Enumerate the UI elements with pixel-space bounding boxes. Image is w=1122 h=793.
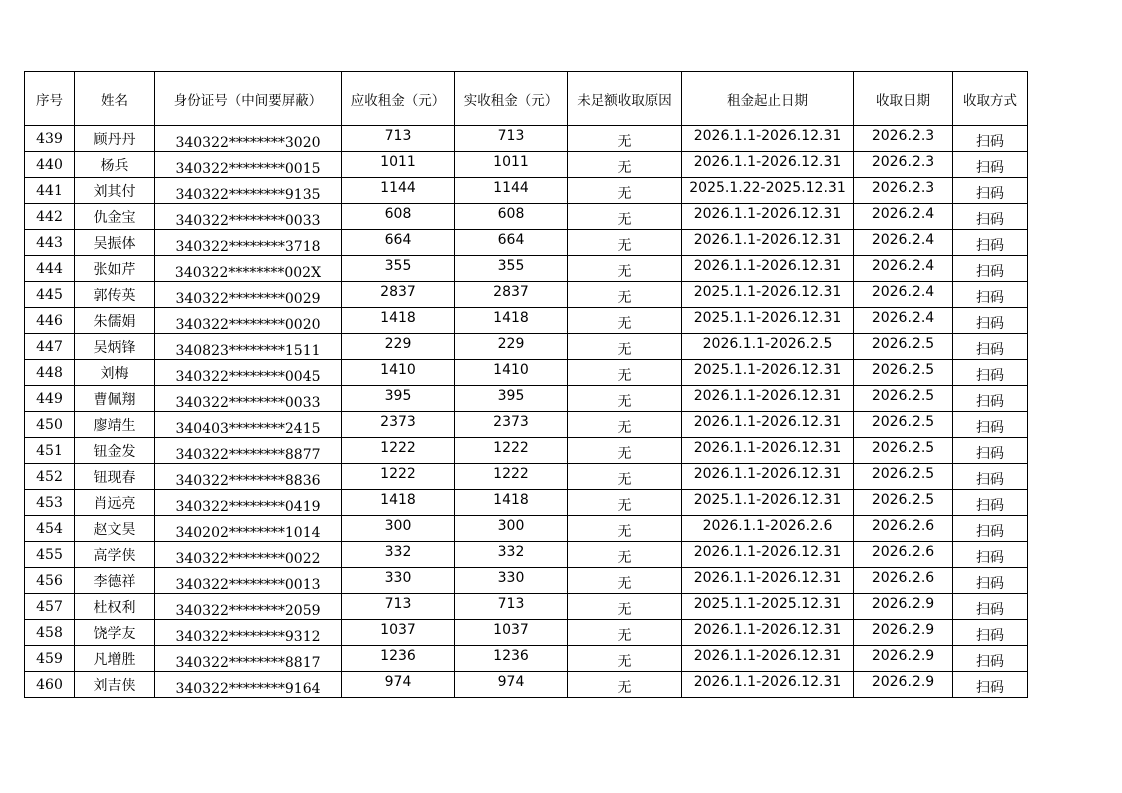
cell-id-number: 340322********002X: [155, 256, 342, 282]
cell-rent-due: 300: [342, 516, 455, 542]
cell-shortfall-reason: 无: [568, 516, 682, 542]
table-row: [25, 178, 1028, 204]
cell-rent-paid: 608: [455, 204, 568, 230]
cell-index: 451: [25, 438, 75, 464]
cell-rent-due: 330: [342, 568, 455, 594]
cell-rent-due: 229: [342, 334, 455, 360]
cell-rent-paid: 713: [455, 594, 568, 620]
header-rent-due: 应收租金（元）: [342, 72, 455, 126]
cell-rent-paid: 1037: [455, 620, 568, 646]
cell-collection-date: 2026.2.3: [854, 178, 953, 204]
cell-rent-paid: 229: [455, 334, 568, 360]
cell-rent-due: 608: [342, 204, 455, 230]
cell-id-number: 340823********1511: [155, 334, 342, 360]
cell-index: 445: [25, 282, 75, 308]
cell-id-number: 340322********0033: [155, 204, 342, 230]
cell-index: 441: [25, 178, 75, 204]
cell-collection-date: 2026.2.5: [854, 386, 953, 412]
cell-name: 杜权利: [75, 594, 155, 620]
cell-rent-period: 2026.1.1-2026.12.31: [682, 152, 854, 178]
cell-collection-date: 2026.2.3: [854, 152, 953, 178]
table-row: [25, 334, 1028, 360]
cell-shortfall-reason: 无: [568, 438, 682, 464]
cell-index: 459: [25, 646, 75, 672]
cell-rent-paid: 1222: [455, 438, 568, 464]
header-collection-date: 收取日期: [854, 72, 953, 126]
table-row: [25, 646, 1028, 672]
cell-index: 460: [25, 672, 75, 698]
cell-collection-date: 2026.2.9: [854, 672, 953, 698]
cell-name: 钮现春: [75, 464, 155, 490]
table-row: [25, 464, 1028, 490]
cell-rent-paid: 395: [455, 386, 568, 412]
rent-collection-table: [24, 71, 1028, 698]
cell-index: 442: [25, 204, 75, 230]
cell-shortfall-reason: 无: [568, 386, 682, 412]
cell-shortfall-reason: 无: [568, 282, 682, 308]
cell-shortfall-reason: 无: [568, 152, 682, 178]
cell-name: 郭传英: [75, 282, 155, 308]
cell-name: 朱儒娟: [75, 308, 155, 334]
cell-id-number: 340322********9135: [155, 178, 342, 204]
cell-name: 凡增胜: [75, 646, 155, 672]
cell-rent-period: 2026.1.1-2026.2.5: [682, 334, 854, 360]
table-row: [25, 542, 1028, 568]
cell-name: 吴炳锋: [75, 334, 155, 360]
cell-index: 449: [25, 386, 75, 412]
header-rent-paid: 实收租金（元）: [455, 72, 568, 126]
cell-rent-due: 1037: [342, 620, 455, 646]
cell-shortfall-reason: 无: [568, 594, 682, 620]
cell-rent-period: 2026.1.1-2026.12.31: [682, 646, 854, 672]
cell-rent-period: 2026.1.1-2026.12.31: [682, 204, 854, 230]
table-row: [25, 256, 1028, 282]
cell-name: 肖远亮: [75, 490, 155, 516]
cell-rent-period: 2025.1.1-2025.12.31: [682, 594, 854, 620]
table-row: [25, 620, 1028, 646]
cell-rent-paid: 664: [455, 230, 568, 256]
cell-name: 钮金发: [75, 438, 155, 464]
cell-id-number: 340202********1014: [155, 516, 342, 542]
cell-name: 饶学友: [75, 620, 155, 646]
cell-collection-date: 2026.2.4: [854, 256, 953, 282]
cell-id-number: 340403********2415: [155, 412, 342, 438]
cell-id-number: 340322********0013: [155, 568, 342, 594]
cell-name: 李德祥: [75, 568, 155, 594]
cell-shortfall-reason: 无: [568, 490, 682, 516]
cell-collection-method: 扫码: [953, 568, 1028, 594]
cell-rent-period: 2026.1.1-2026.12.31: [682, 620, 854, 646]
cell-rent-period: 2026.1.1-2026.12.31: [682, 568, 854, 594]
cell-collection-date: 2026.2.6: [854, 568, 953, 594]
cell-name: 高学侠: [75, 542, 155, 568]
cell-index: 453: [25, 490, 75, 516]
cell-collection-date: 2026.2.6: [854, 542, 953, 568]
table-row: [25, 490, 1028, 516]
cell-collection-method: 扫码: [953, 516, 1028, 542]
table-row: [25, 308, 1028, 334]
cell-rent-paid: 974: [455, 672, 568, 698]
cell-collection-method: 扫码: [953, 360, 1028, 386]
cell-collection-method: 扫码: [953, 126, 1028, 152]
cell-collection-date: 2026.2.9: [854, 646, 953, 672]
cell-rent-paid: 1222: [455, 464, 568, 490]
cell-index: 448: [25, 360, 75, 386]
cell-collection-date: 2026.2.5: [854, 490, 953, 516]
cell-name: 刘吉侠: [75, 672, 155, 698]
cell-collection-method: 扫码: [953, 490, 1028, 516]
table-row: [25, 126, 1028, 152]
cell-collection-date: 2026.2.4: [854, 282, 953, 308]
cell-collection-date: 2026.2.4: [854, 230, 953, 256]
table-row: [25, 230, 1028, 256]
cell-rent-period: 2025.1.1-2026.12.31: [682, 308, 854, 334]
header-row: [25, 72, 1028, 126]
table-header: [25, 72, 1028, 126]
cell-shortfall-reason: 无: [568, 334, 682, 360]
cell-rent-period: 2026.1.1-2026.12.31: [682, 438, 854, 464]
cell-id-number: 340322********2059: [155, 594, 342, 620]
table-row: [25, 152, 1028, 178]
cell-rent-paid: 1418: [455, 490, 568, 516]
cell-collection-method: 扫码: [953, 464, 1028, 490]
cell-collection-date: 2026.2.6: [854, 516, 953, 542]
cell-name: 刘其付: [75, 178, 155, 204]
cell-id-number: 340322********0022: [155, 542, 342, 568]
cell-rent-due: 1222: [342, 464, 455, 490]
cell-rent-due: 1222: [342, 438, 455, 464]
cell-index: 444: [25, 256, 75, 282]
cell-rent-due: 332: [342, 542, 455, 568]
cell-rent-due: 1144: [342, 178, 455, 204]
table-row: [25, 386, 1028, 412]
table-body: [25, 126, 1028, 698]
table-row: [25, 672, 1028, 698]
cell-rent-due: 2837: [342, 282, 455, 308]
cell-id-number: 340322********3020: [155, 126, 342, 152]
cell-index: 443: [25, 230, 75, 256]
cell-shortfall-reason: 无: [568, 568, 682, 594]
cell-collection-date: 2026.2.5: [854, 438, 953, 464]
cell-collection-date: 2026.2.9: [854, 594, 953, 620]
cell-shortfall-reason: 无: [568, 126, 682, 152]
cell-collection-date: 2026.2.5: [854, 360, 953, 386]
cell-rent-period: 2026.1.1-2026.12.31: [682, 230, 854, 256]
header-collection-method: 收取方式: [953, 72, 1028, 126]
cell-id-number: 340322********0419: [155, 490, 342, 516]
cell-rent-due: 1011: [342, 152, 455, 178]
cell-rent-period: 2025.1.1-2026.12.31: [682, 360, 854, 386]
cell-index: 458: [25, 620, 75, 646]
cell-shortfall-reason: 无: [568, 620, 682, 646]
cell-collection-method: 扫码: [953, 178, 1028, 204]
cell-rent-period: 2026.1.1-2026.2.6: [682, 516, 854, 542]
table-row: [25, 360, 1028, 386]
cell-name: 赵文昊: [75, 516, 155, 542]
cell-id-number: 340322********8817: [155, 646, 342, 672]
table-row: [25, 412, 1028, 438]
cell-name: 仇金宝: [75, 204, 155, 230]
cell-index: 454: [25, 516, 75, 542]
header-index: 序号: [25, 72, 75, 126]
cell-rent-period: 2025.1.1-2026.12.31: [682, 282, 854, 308]
cell-index: 456: [25, 568, 75, 594]
cell-id-number: 340322********0020: [155, 308, 342, 334]
header-id-number: 身份证号（中间要屏蔽）: [155, 72, 342, 126]
cell-rent-paid: 1410: [455, 360, 568, 386]
cell-collection-method: 扫码: [953, 646, 1028, 672]
cell-index: 457: [25, 594, 75, 620]
cell-shortfall-reason: 无: [568, 672, 682, 698]
table-row: [25, 568, 1028, 594]
cell-collection-method: 扫码: [953, 334, 1028, 360]
cell-id-number: 340322********0045: [155, 360, 342, 386]
header-rent-period: 租金起止日期: [682, 72, 854, 126]
table-row: [25, 438, 1028, 464]
cell-rent-due: 713: [342, 126, 455, 152]
cell-id-number: 340322********0029: [155, 282, 342, 308]
cell-rent-paid: 355: [455, 256, 568, 282]
cell-collection-method: 扫码: [953, 204, 1028, 230]
cell-rent-paid: 1011: [455, 152, 568, 178]
cell-shortfall-reason: 无: [568, 646, 682, 672]
cell-rent-due: 1418: [342, 308, 455, 334]
cell-shortfall-reason: 无: [568, 178, 682, 204]
table-row: [25, 204, 1028, 230]
cell-rent-paid: 2837: [455, 282, 568, 308]
cell-id-number: 340322********8877: [155, 438, 342, 464]
cell-rent-paid: 2373: [455, 412, 568, 438]
cell-rent-due: 1236: [342, 646, 455, 672]
cell-index: 439: [25, 126, 75, 152]
cell-id-number: 340322********3718: [155, 230, 342, 256]
cell-collection-date: 2026.2.5: [854, 412, 953, 438]
cell-id-number: 340322********9164: [155, 672, 342, 698]
cell-collection-method: 扫码: [953, 594, 1028, 620]
cell-rent-paid: 300: [455, 516, 568, 542]
cell-rent-paid: 1144: [455, 178, 568, 204]
cell-rent-due: 974: [342, 672, 455, 698]
cell-collection-date: 2026.2.3: [854, 126, 953, 152]
table-row: [25, 594, 1028, 620]
cell-collection-date: 2026.2.5: [854, 334, 953, 360]
cell-shortfall-reason: 无: [568, 204, 682, 230]
cell-rent-paid: 1236: [455, 646, 568, 672]
cell-rent-due: 713: [342, 594, 455, 620]
cell-rent-paid: 332: [455, 542, 568, 568]
cell-shortfall-reason: 无: [568, 308, 682, 334]
cell-name: 顾丹丹: [75, 126, 155, 152]
cell-rent-period: 2026.1.1-2026.12.31: [682, 126, 854, 152]
cell-shortfall-reason: 无: [568, 464, 682, 490]
cell-rent-due: 2373: [342, 412, 455, 438]
cell-index: 440: [25, 152, 75, 178]
cell-shortfall-reason: 无: [568, 256, 682, 282]
cell-name: 曹佩翔: [75, 386, 155, 412]
cell-rent-due: 1410: [342, 360, 455, 386]
cell-rent-due: 664: [342, 230, 455, 256]
header-shortfall-reason: 未足额收取原因: [568, 72, 682, 126]
cell-name: 刘梅: [75, 360, 155, 386]
cell-name: 吴振体: [75, 230, 155, 256]
cell-collection-method: 扫码: [953, 230, 1028, 256]
cell-name: 杨兵: [75, 152, 155, 178]
cell-collection-method: 扫码: [953, 256, 1028, 282]
cell-rent-due: 1418: [342, 490, 455, 516]
cell-id-number: 340322********9312: [155, 620, 342, 646]
table-row: [25, 516, 1028, 542]
cell-collection-date: 2026.2.4: [854, 204, 953, 230]
table-row: [25, 282, 1028, 308]
cell-rent-period: 2026.1.1-2026.12.31: [682, 464, 854, 490]
cell-id-number: 340322********8836: [155, 464, 342, 490]
cell-index: 450: [25, 412, 75, 438]
cell-rent-period: 2026.1.1-2026.12.31: [682, 412, 854, 438]
cell-rent-paid: 330: [455, 568, 568, 594]
cell-collection-date: 2026.2.9: [854, 620, 953, 646]
cell-rent-period: 2026.1.1-2026.12.31: [682, 386, 854, 412]
cell-index: 452: [25, 464, 75, 490]
cell-collection-method: 扫码: [953, 386, 1028, 412]
cell-shortfall-reason: 无: [568, 230, 682, 256]
cell-collection-method: 扫码: [953, 620, 1028, 646]
cell-shortfall-reason: 无: [568, 360, 682, 386]
cell-collection-method: 扫码: [953, 438, 1028, 464]
cell-index: 455: [25, 542, 75, 568]
cell-collection-date: 2026.2.4: [854, 308, 953, 334]
cell-name: 张如芹: [75, 256, 155, 282]
cell-rent-due: 355: [342, 256, 455, 282]
cell-index: 447: [25, 334, 75, 360]
cell-rent-paid: 713: [455, 126, 568, 152]
cell-rent-period: 2025.1.1-2026.12.31: [682, 490, 854, 516]
cell-collection-method: 扫码: [953, 412, 1028, 438]
cell-collection-method: 扫码: [953, 152, 1028, 178]
cell-rent-period: 2026.1.1-2026.12.31: [682, 672, 854, 698]
cell-rent-paid: 1418: [455, 308, 568, 334]
cell-id-number: 340322********0015: [155, 152, 342, 178]
cell-name: 廖靖生: [75, 412, 155, 438]
cell-collection-method: 扫码: [953, 308, 1028, 334]
header-name: 姓名: [75, 72, 155, 126]
cell-rent-period: 2026.1.1-2026.12.31: [682, 542, 854, 568]
cell-shortfall-reason: 无: [568, 412, 682, 438]
cell-collection-date: 2026.2.5: [854, 464, 953, 490]
cell-collection-method: 扫码: [953, 282, 1028, 308]
cell-id-number: 340322********0033: [155, 386, 342, 412]
cell-rent-period: 2025.1.22-2025.12.31: [682, 178, 854, 204]
cell-shortfall-reason: 无: [568, 542, 682, 568]
cell-rent-due: 395: [342, 386, 455, 412]
cell-collection-method: 扫码: [953, 672, 1028, 698]
cell-rent-period: 2026.1.1-2026.12.31: [682, 256, 854, 282]
cell-index: 446: [25, 308, 75, 334]
cell-collection-method: 扫码: [953, 542, 1028, 568]
